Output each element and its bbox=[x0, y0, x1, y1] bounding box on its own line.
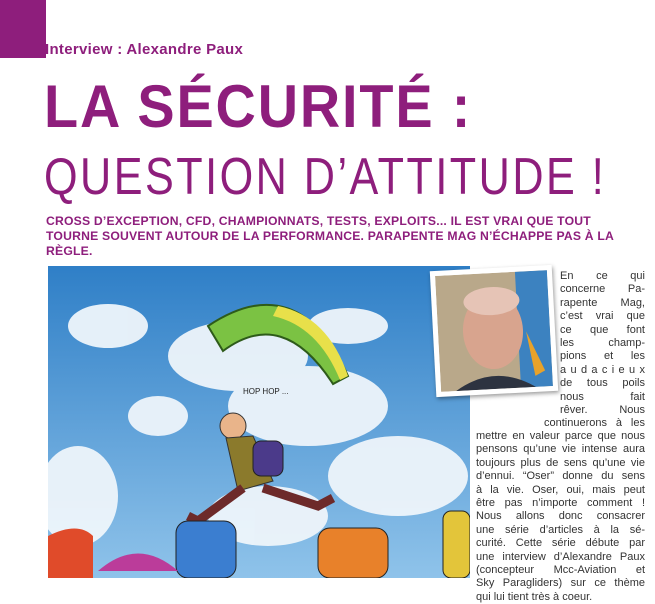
body-line: (concepteur Mcc-Aviation et bbox=[476, 563, 645, 576]
lead-paragraph: CROSS D’EXCEPTION, CFD, CHAMPIONNATS, TESTS, EXPLOITS... IL EST VRAI QUE TOUT TOURNE SOUVENT AUTOUR DE LA PERFORMANCE. PARAPENTE MAG N’ÉCHAPPE PAS À LA RÈGLE. bbox=[46, 214, 614, 258]
section-kicker: Interview : Alexandre Paux bbox=[45, 41, 244, 58]
body-line: Sky Paragliders) sur ce thème bbox=[476, 577, 645, 590]
body-line: une interview d’Alexandre Paux bbox=[476, 550, 645, 563]
speech-text: HOP HOP ... bbox=[243, 387, 289, 396]
body-line: être pas n’importe comment ! bbox=[476, 496, 645, 509]
body-line: Nous allons donc consacrer bbox=[476, 510, 645, 523]
body-line: continuerons à les bbox=[544, 417, 645, 429]
body-line: mettre en valeur parce que nous bbox=[476, 430, 645, 442]
portrait-photo-frame bbox=[430, 265, 558, 397]
body-line: toujours plus de sens qu’une vie bbox=[476, 456, 645, 469]
body-line: pions et les bbox=[560, 350, 645, 363]
body-text bbox=[544, 417, 645, 430]
body-line: d’ennui. “Oser” donne du sens bbox=[476, 470, 645, 483]
body-line: nous fait bbox=[560, 390, 645, 403]
body-line: rêver. Nous bbox=[560, 403, 645, 416]
body-line: a u d a c i e u x bbox=[560, 363, 645, 376]
body-line-last: qui lui tient très à coeur. bbox=[476, 590, 593, 603]
body-line: pensons qu’une vie intense aura bbox=[476, 443, 645, 456]
portrait-photo bbox=[435, 270, 553, 392]
headline-line-2: QUESTION D’ATTITUDE ! bbox=[44, 148, 607, 206]
body-line: rapente Mag, bbox=[560, 296, 645, 309]
body-line: concerne Pa- bbox=[560, 283, 645, 296]
body-line: En ce qui bbox=[560, 270, 645, 282]
body-text bbox=[560, 270, 645, 417]
body-line: de tous poils bbox=[560, 377, 645, 390]
body-line: ce que font bbox=[560, 323, 645, 336]
paraglider-illustration bbox=[48, 266, 470, 578]
body-line: curité. Cette série débute par bbox=[476, 537, 645, 550]
body-line: une série d’articles à la sé- bbox=[476, 523, 645, 536]
body-line: les champ- bbox=[560, 336, 645, 349]
body-line: à la vie. Oser, oui, mais peut bbox=[476, 483, 645, 496]
section-tab-bar bbox=[36, 30, 42, 58]
body-line: c’est vrai que bbox=[560, 310, 645, 323]
headline-line-1: LA SÉCURITÉ : bbox=[44, 73, 473, 140]
